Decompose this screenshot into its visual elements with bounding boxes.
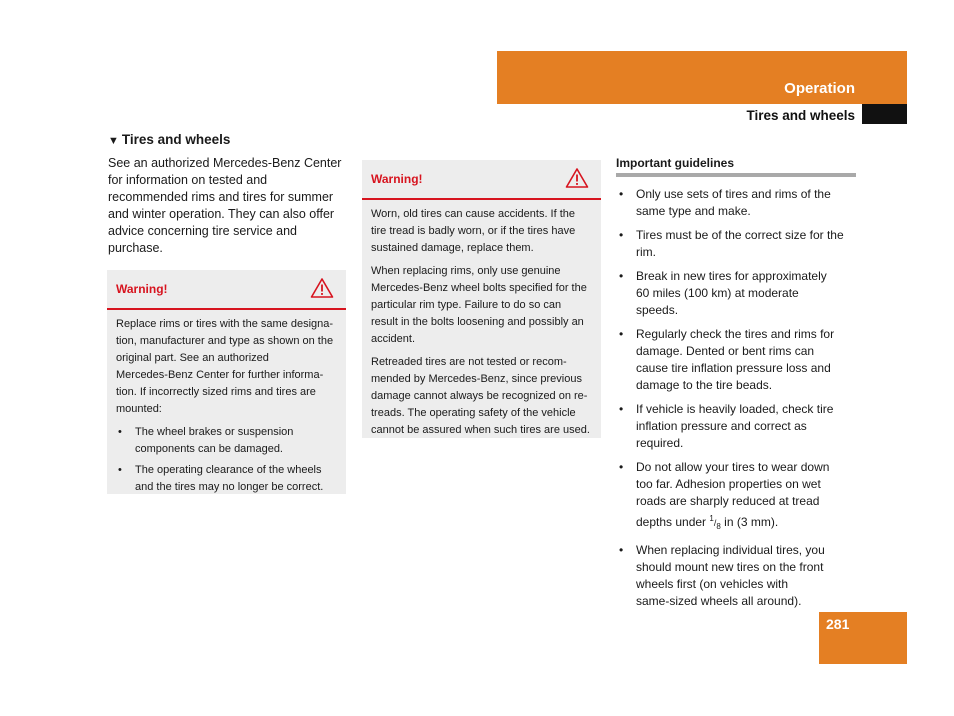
text-line: Break in new tires for approximately (636, 269, 827, 283)
fraction-numerator: 1 (709, 514, 714, 523)
warning-triangle-icon (565, 167, 589, 189)
subsection-title: Tires and wheels (746, 108, 855, 123)
warning-paragraph (116, 316, 337, 418)
warning-paragraph (371, 354, 592, 439)
warning-paragraph (371, 206, 592, 257)
warning-header (107, 270, 346, 310)
list-item (116, 462, 337, 496)
text-line: treads. The operating safety of the vehicle (371, 407, 576, 419)
list-item (616, 268, 856, 319)
heading-rule (616, 173, 856, 177)
text-line: sustained damage, replace them. (371, 242, 534, 254)
section-heading-text: Tires and wheels (121, 132, 231, 147)
intro-line: See an authorized Mercedes-Benz Center (108, 156, 342, 170)
text-line: Regularly check the tires and rims for (636, 327, 835, 341)
warning-paragraph (371, 263, 592, 348)
depth-suffix: in (3 mm). (724, 515, 779, 529)
warning-box-worn-tires (362, 160, 601, 438)
text-line: particular rim type. Failure to do so can (371, 299, 562, 311)
text-line: The operating clearance of the wheels (135, 464, 322, 476)
triangle-down-icon: ▼ (108, 135, 119, 147)
list-item (116, 424, 337, 458)
text-line: cause tire inflation pressure loss and (636, 361, 831, 375)
text-line: original part. See an authorized (116, 352, 269, 364)
warning-header (362, 160, 601, 200)
text-line: mounted: (116, 403, 162, 415)
text-line: too far. Adhesion properties on wet (636, 477, 821, 491)
intro-line: purchase. (108, 241, 163, 255)
section-heading (108, 132, 230, 147)
text-line: tire tread is badly worn, or if the tires have (371, 225, 576, 237)
text-line: same type and make. (636, 204, 751, 218)
text-line: damage cannot always be recognized on re- (371, 390, 588, 402)
text-line: wheels first (on vehicles with (636, 577, 789, 591)
intro-line: for information on tested and (108, 173, 268, 187)
text-line: Worn, old tires can cause accidents. If the (371, 208, 576, 220)
text-line: Do not allow your tires to wear down (636, 460, 830, 474)
text-line: components can be damaged. (135, 443, 283, 455)
list-item (616, 542, 856, 610)
subsection-tab-marker (862, 104, 907, 124)
text-line: Retreaded tires are not tested or recom- (371, 356, 567, 368)
intro-line: advice concerning tire service and (108, 224, 297, 238)
text-line: Mercedes-Benz Center for further informa- (116, 369, 324, 381)
depth-prefix: depths under (636, 515, 707, 529)
warning-box-rims (107, 270, 346, 494)
text-line: 60 miles (100 km) at moderate (636, 286, 799, 300)
guidelines-heading: Important guidelines (616, 156, 735, 170)
text-line: Mercedes-Benz wheel bolts specified for the (371, 282, 587, 294)
warning-body (107, 310, 346, 508)
text-line: cannot be assured when such tires are used. (371, 424, 590, 436)
warning-triangle-icon (310, 277, 334, 299)
list-item (616, 186, 856, 220)
text-line (636, 515, 778, 529)
text-line: required. (636, 436, 684, 450)
list-item (616, 326, 856, 394)
text-line: inflation pressure and correct as (636, 419, 807, 433)
text-line: same-sized wheels all around). (636, 594, 802, 608)
guidelines-list (616, 186, 856, 617)
page-number: 281 (826, 616, 850, 632)
intro-line: recommended rims and tires for summer (108, 190, 334, 204)
text-line: tion, manufacturer and type as shown on the (116, 335, 334, 347)
warning-body (362, 200, 601, 453)
fraction-denominator: 8 (716, 522, 721, 531)
text-line: damage. Dented or bent rims can (636, 344, 815, 358)
fraction (709, 514, 721, 531)
warning-label: Warning! (371, 172, 423, 186)
warning-bullet-list (116, 424, 337, 496)
text-line: rim. (636, 245, 656, 259)
fraction-slash: / (713, 518, 717, 528)
text-line: should mount new tires on the front (636, 560, 824, 574)
text-line: Replace rims or tires with the same designa- (116, 318, 334, 330)
text-line: speeds. (636, 303, 679, 317)
list-item (616, 227, 856, 261)
text-line: When replacing individual tires, you (636, 543, 825, 557)
text-line: Only use sets of tires and rims of the (636, 187, 831, 201)
text-line: The wheel brakes or suspension (135, 426, 294, 438)
text-line: mended by Mercedes-Benz, since previous (371, 373, 582, 385)
warning-label: Warning! (116, 282, 168, 296)
text-line: If vehicle is heavily loaded, check tire (636, 402, 834, 416)
text-line: roads are sharply reduced at tread (636, 494, 820, 508)
text-line: damage to the tire beads. (636, 378, 773, 392)
text-line: tion. If incorrectly sized rims and tires are (116, 386, 316, 398)
text-line: result in the bolts loosening and possibly an (371, 316, 584, 328)
list-item (616, 401, 856, 452)
list-item (616, 459, 856, 535)
intro-line: and winter operation. They can also offer (108, 207, 335, 221)
text-line: and the tires may no longer be correct. (135, 481, 324, 493)
section-title: Operation (784, 80, 855, 97)
text-line: accident. (371, 333, 416, 345)
text-line: Tires must be of the correct size for the (636, 228, 844, 242)
text-line: When replacing rims, only use genuine (371, 265, 561, 277)
intro-paragraph (108, 155, 344, 257)
